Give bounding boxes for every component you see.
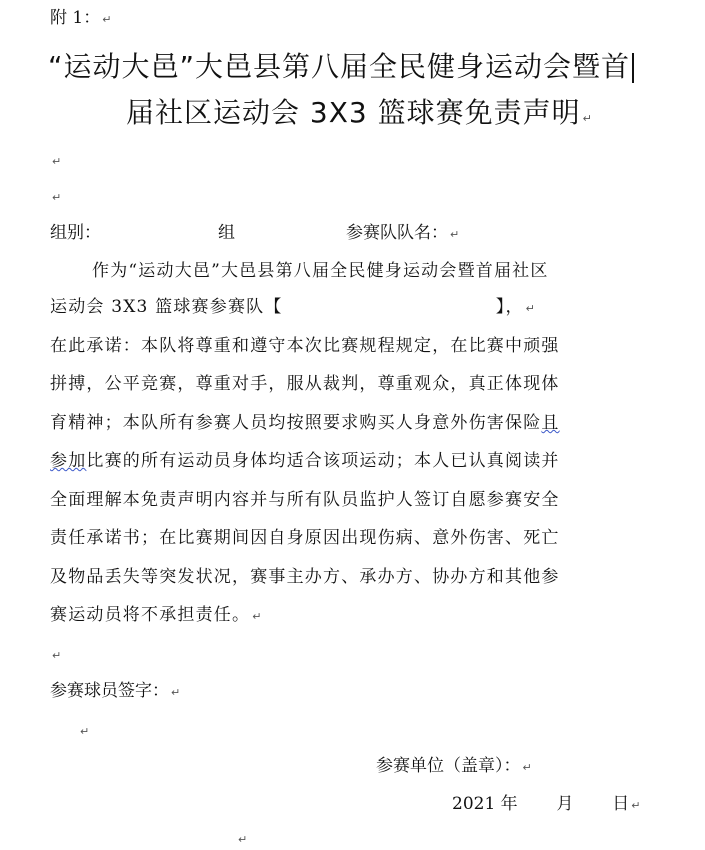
spellcheck-flag: 参加 <box>50 451 87 471</box>
group-label: 组别： <box>50 223 101 243</box>
empty-paragraph <box>50 186 61 208</box>
paragraph-mark: ↵ <box>52 649 62 662</box>
statement-line: 及物品丢失等突发状况，赛事主办方、承办方、协办方和其他参 <box>50 567 560 587</box>
date-month: 月 <box>556 794 574 814</box>
statement-line: 作为“运动大邑”大邑县第八届全民健身运动会暨首届社区 <box>92 261 549 281</box>
unit-label: 参赛单位（盖章）： <box>376 756 521 776</box>
document-title-line1: “运动大邑”大邑县第八届全民健身运动会暨首 <box>48 50 634 84</box>
statement-line: 责任承诺书；在比赛期间因自身原因出现伤病、意外伤害、死亡 <box>50 528 560 548</box>
paragraph-mark: ↵ <box>52 155 62 168</box>
attachment-label: 附 1： ↵ <box>50 8 112 28</box>
team-name-label: 参赛队队名： <box>346 223 448 243</box>
paragraph-mark: ↵ <box>171 686 181 699</box>
document-title-line2: 届社区运动会 3X3 篮球赛免责声明 ↵ <box>126 96 593 129</box>
paragraph-mark: ↵ <box>450 228 460 241</box>
player-signature-field <box>50 681 180 703</box>
statement-line: 全面理解本免责声明内容并与所有队员监护人签订自愿参赛安全 <box>50 490 560 510</box>
paragraph-mark: ↵ <box>252 610 263 623</box>
paragraph-mark: ↵ <box>102 13 112 26</box>
spellcheck-flag: 且 <box>541 413 560 433</box>
paragraph-mark: ↵ <box>525 302 537 315</box>
team-name-field <box>346 223 459 245</box>
paragraph-mark: ↵ <box>238 833 248 846</box>
statement-line: 赛运动员将不承担责任。 ↵ <box>50 605 263 625</box>
empty-paragraph <box>236 828 247 850</box>
paragraph-mark: ↵ <box>52 191 62 204</box>
unit-seal-field <box>376 756 532 778</box>
statement-line: 育精神；本队所有参赛人员均按照要求购买人身意外伤害保险且 <box>50 413 560 433</box>
date-field <box>452 794 641 816</box>
statement-line: 拼搏，公平竞赛，尊重对手，服从裁判，尊重观众，真正体现体 <box>50 374 560 394</box>
group-field <box>50 223 101 243</box>
date-day: 日 <box>612 794 630 814</box>
text-cursor <box>632 53 634 83</box>
statement-line: 运动会 3X3 篮球赛参赛队【 】， ↵ <box>50 297 537 317</box>
group-suffix: 组 <box>218 223 235 243</box>
paragraph-mark: ↵ <box>631 799 641 812</box>
empty-paragraph <box>50 150 61 172</box>
empty-paragraph <box>78 720 89 742</box>
date-year: 2021 年 <box>452 794 518 814</box>
empty-paragraph <box>50 644 61 666</box>
paragraph-mark: ↵ <box>522 761 532 774</box>
statement-line: 参加比赛的所有运动员身体均适合该项运动；本人已认真阅读并 <box>50 451 560 471</box>
statement-line: 在此承诺：本队将尊重和遵守本次比赛规程规定，在比赛中顽强 <box>50 336 560 356</box>
signature-label: 参赛球员签字： <box>50 681 169 701</box>
paragraph-mark: ↵ <box>80 725 90 738</box>
paragraph-mark: ↵ <box>582 112 593 125</box>
